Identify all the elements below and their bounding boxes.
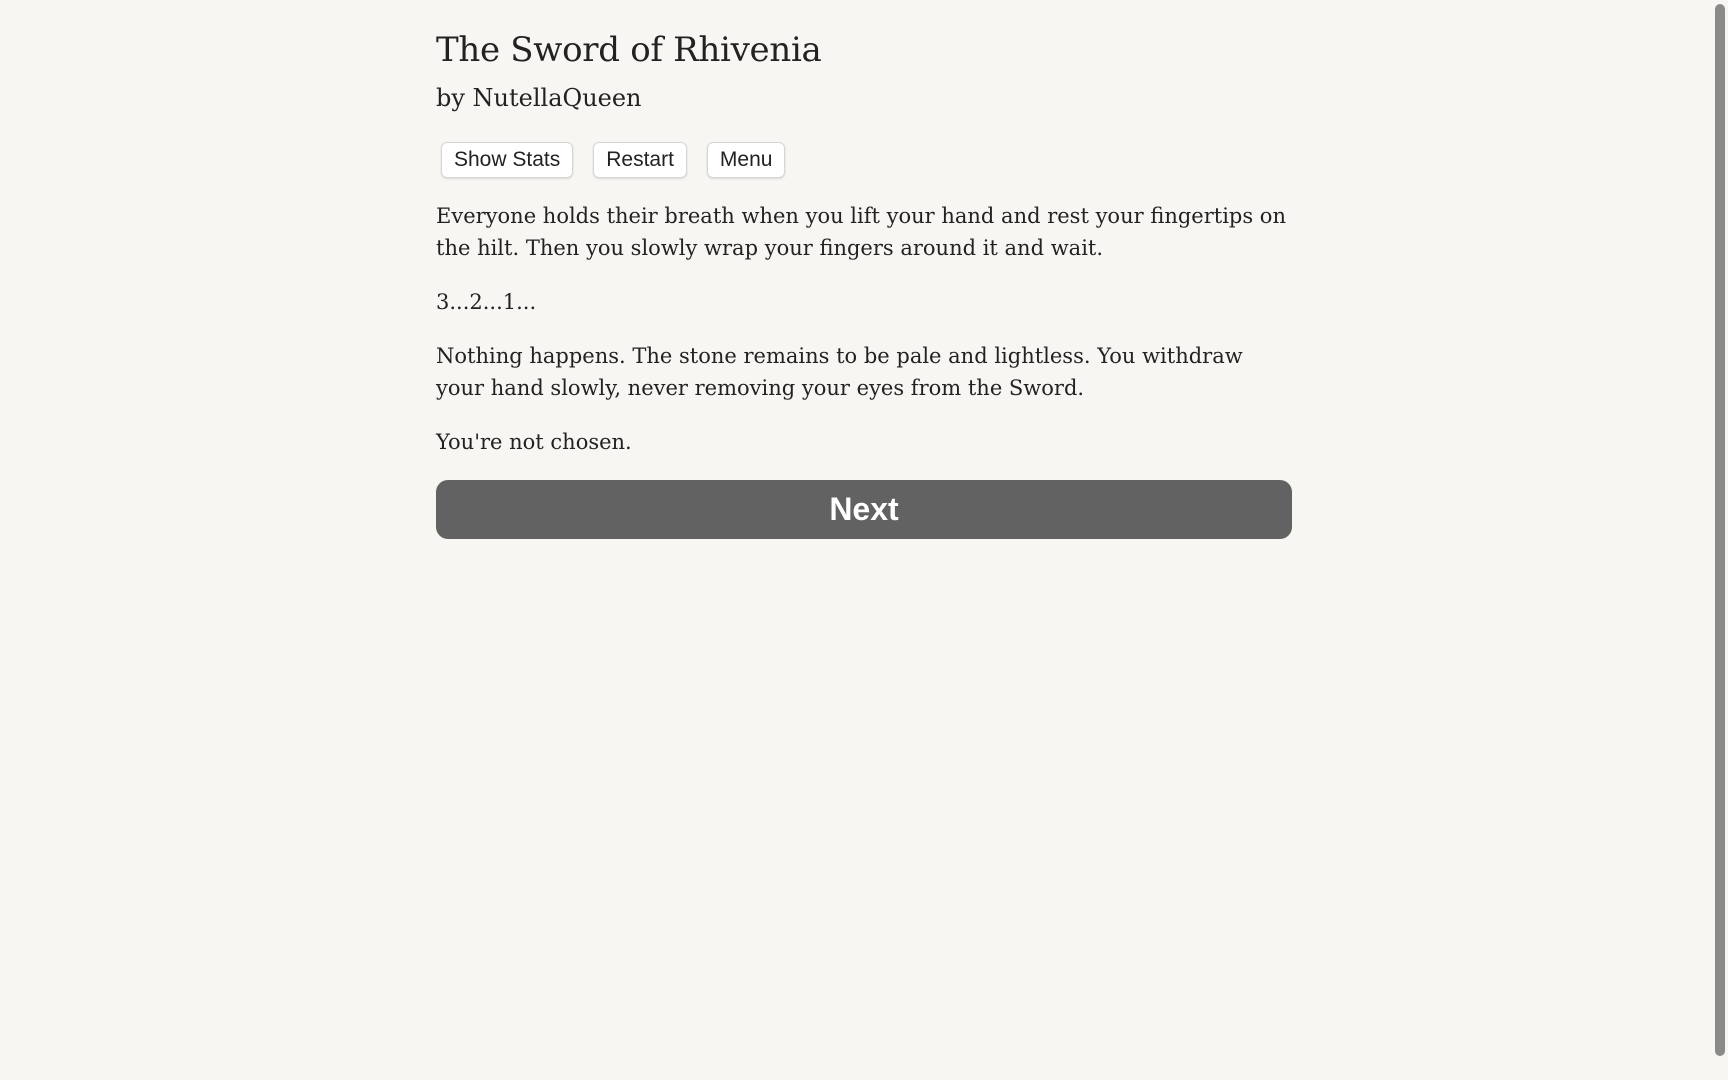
story-container [436, 0, 1292, 539]
story-paragraph: You're not chosen. [436, 430, 632, 454]
next-button[interactable]: Next [436, 480, 1292, 539]
game-title: The Sword of Rhivenia [436, 30, 822, 70]
show-stats-button[interactable]: Show Stats [441, 142, 573, 178]
toolbar [436, 142, 1292, 178]
restart-button[interactable]: Restart [593, 142, 687, 178]
menu-button[interactable]: Menu [707, 142, 786, 178]
vertical-scrollbar[interactable] [1712, 0, 1728, 1080]
game-author: by NutellaQueen [436, 84, 642, 112]
story-paragraph: Nothing happens. The stone remains to be pale and lightless. You withdraw your hand slowly, never removing your eyes from the Sword. [436, 344, 1243, 400]
story-text [436, 200, 1292, 458]
scrollbar-thumb[interactable] [1715, 4, 1725, 1056]
story-paragraph: 3...2...1... [436, 290, 537, 314]
story-paragraph: Everyone holds their breath when you lift your hand and rest your fingertips on the hilt. Then you slowly wrap your fingers around it and wait. [436, 204, 1286, 260]
